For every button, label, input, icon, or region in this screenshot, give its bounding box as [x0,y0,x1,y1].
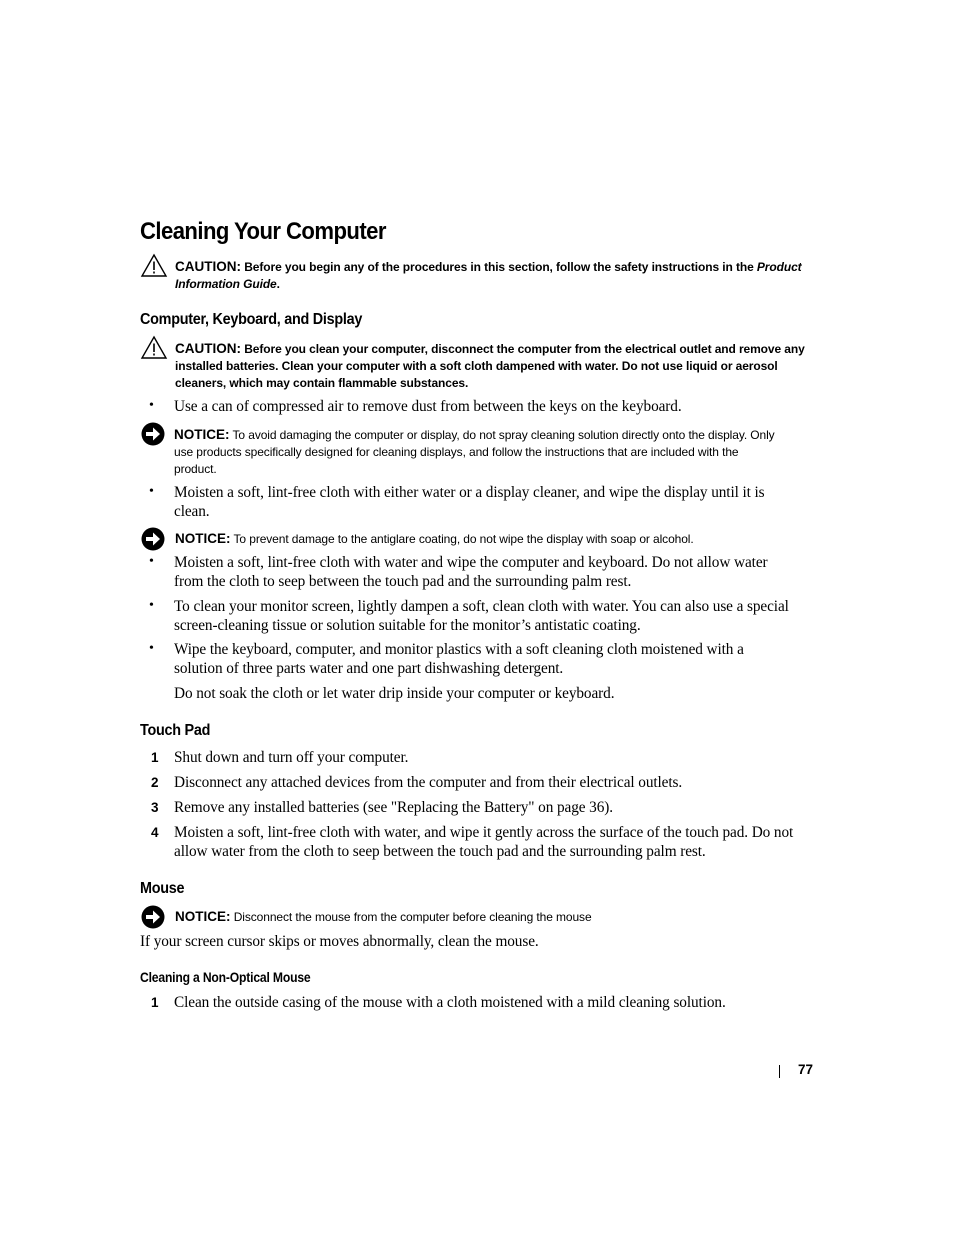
section-heading-touchpad: Touch Pad [140,722,211,739]
caution-end: . [276,277,280,291]
notice-arrow-icon [140,421,166,447]
paragraph: If your screen cursor skips or moves abnormally, clean the mouse. [140,933,539,950]
notice-line: To avoid damaging the computer or display, do not spray cleaning solution directly onto the display. Only [232,428,775,442]
caution-text: Before you begin any of the procedures in this section, follow the safety instructions in the [244,260,754,274]
bullet-item: Use a can of compressed air to remove dust from between the keys on the keyboard. [174,398,682,415]
step-text: Clean the outside casing of the mouse with a cloth moistened with a mild cleaning solution. [174,994,726,1011]
page-title: Cleaning Your Computer [140,218,386,245]
bullet-line: clean. [174,503,210,520]
bullet-line: To clean your monitor screen, lightly dampen a soft, clean cloth with water. You can also use a special [174,598,789,615]
notice-label: NOTICE: [175,909,231,924]
step-number: 3 [151,800,159,815]
step-text: Remove any installed batteries (see "Replacing the Battery" on page 36). [174,799,613,816]
bullet-marker: • [149,598,154,613]
bullet-marker: • [149,398,154,413]
bullet-line: Wipe the keyboard, computer, and monitor plastics with a soft cleaning cloth moistened with a [174,641,744,658]
bullet-marker: • [149,641,154,656]
warning-triangle-icon [140,335,168,361]
caution-label: CAUTION: [175,341,241,356]
subheading-non-optical-mouse: Cleaning a Non-Optical Mouse [140,970,311,985]
section-heading-keyboard: Computer, Keyboard, and Display [140,311,363,328]
step-text [174,823,824,861]
step-text: Disconnect any attached devices from the computer and from their electrical outlets. [174,774,683,791]
caution-line: cleaners, which may contain flammable substances. [175,376,469,390]
bullet-marker: • [149,484,154,499]
bullet-line: solution of three parts water and one part dishwashing detergent. [174,660,564,677]
keyboard-caution [175,340,825,392]
paragraph: Do not soak the cloth or let water drip inside your computer or keyboard. [174,685,615,702]
caution-label: CAUTION: [175,259,241,274]
caution-doc-title: Product Information Guide [175,260,802,291]
page-number: 77 [798,1062,814,1077]
bullet-item [174,640,824,678]
notice-text: Disconnect the mouse from the computer before cleaning the mouse [233,910,592,924]
caution-line: Before you clean your computer, disconnect the computer from the electrical outlet and remove any [244,342,805,356]
bullet-item [174,597,824,635]
bullet-marker: • [149,554,154,569]
bullet-line: Moisten a soft, lint-free cloth with water and wipe the computer and keyboard. Do not allow water [174,554,768,571]
bullet-item [174,483,824,521]
notice-label: NOTICE: [174,427,230,442]
caution-line: installed batteries. Clean your computer with a soft cloth dampened with water. Do not use liquid or aerosol [175,359,778,373]
notice-label: NOTICE: [175,531,231,546]
step-number: 1 [151,750,159,765]
intro-caution [175,258,825,293]
warning-triangle-icon [140,253,168,279]
step-number: 2 [151,775,159,790]
step-line: allow water from the cloth to seep between the touch pad and the surrounding palm rest. [174,843,706,860]
step-text: Shut down and turn off your computer. [174,749,409,766]
step-number: 4 [151,825,159,840]
bullet-item [174,553,824,591]
notice-mouse [175,908,825,926]
notice-display-spray [174,426,824,478]
step-number: 1 [151,995,159,1010]
notice-antiglare [175,530,825,548]
bullet-line: screen-cleaning tissue or solution suitable for the monitor’s antistatic coating. [174,617,641,634]
section-heading-mouse: Mouse [140,880,185,897]
footer-divider [779,1065,780,1078]
notice-text: To prevent damage to the antiglare coating, do not wipe the display with soap or alcohol. [233,532,694,546]
bullet-line: Moisten a soft, lint-free cloth with either water or a display cleaner, and wipe the display until it is [174,484,765,501]
notice-line: product. [174,462,217,476]
notice-arrow-icon [140,904,166,930]
notice-line: use products specifically designed for cleaning displays, and follow the instructions that are included with the [174,445,739,459]
notice-arrow-icon [140,526,166,552]
step-line: Moisten a soft, lint-free cloth with water, and wipe it gently across the surface of the touch pad. Do not [174,824,794,841]
bullet-line: from the cloth to seep between the touch pad and the surrounding palm rest. [174,573,632,590]
